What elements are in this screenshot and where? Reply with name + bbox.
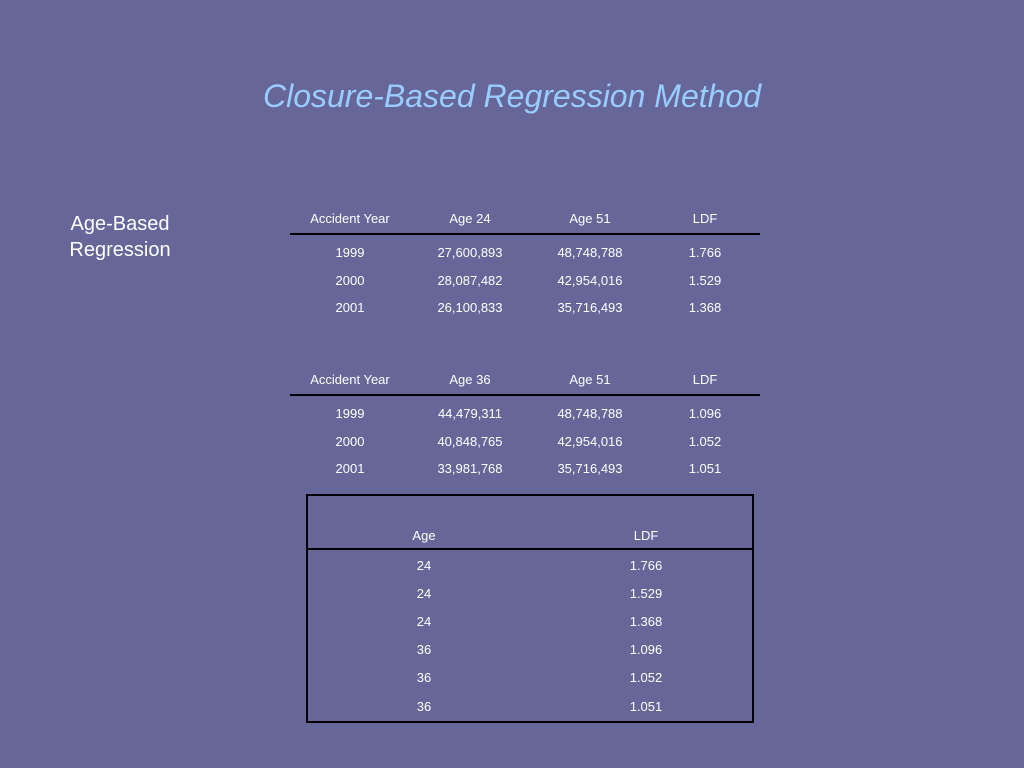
table-row [290, 455, 760, 483]
table-row [308, 692, 752, 720]
cell-ldf: 1.368 [688, 300, 722, 316]
table-row [290, 239, 760, 267]
table-header-row [308, 496, 752, 550]
cell-age-value: 27,600,893 [437, 245, 503, 261]
cell-year: 1999 [335, 406, 365, 422]
age-24-table [290, 211, 760, 322]
header-ldf: LDF [633, 528, 659, 543]
side-label-line2: Regression [69, 239, 171, 261]
cell-ldf: 1.529 [688, 272, 722, 288]
table-row [308, 579, 752, 607]
header-accident-year: Accident Year [310, 211, 390, 226]
cell-age-51-value: 35,716,493 [557, 300, 623, 316]
header-age: Age [412, 528, 436, 543]
table-body [308, 550, 752, 720]
header-ldf: LDF [692, 211, 718, 226]
cell-age: 36 [416, 642, 432, 658]
cell-ldf: 1.051 [629, 698, 663, 714]
header-ldf: LDF [692, 372, 718, 387]
table-row [290, 267, 760, 295]
cell-ldf: 1.529 [629, 585, 663, 601]
cell-age-51-value: 48,748,788 [557, 406, 623, 422]
cell-ldf: 1.052 [688, 433, 722, 449]
table-row [290, 400, 760, 428]
cell-ldf: 1.051 [688, 461, 722, 477]
age-36-table [290, 372, 760, 483]
cell-year: 2001 [335, 461, 365, 477]
cell-ldf: 1.766 [688, 245, 722, 261]
table-row [290, 294, 760, 322]
cell-age-51-value: 42,954,016 [557, 433, 623, 449]
cell-age: 24 [416, 585, 432, 601]
table-row [308, 664, 752, 692]
header-age-51: Age 51 [569, 372, 611, 387]
header-age: Age 36 [449, 372, 491, 387]
cell-age-value: 40,848,765 [437, 433, 503, 449]
cell-age-value: 33,981,768 [437, 461, 503, 477]
cell-ldf: 1.052 [629, 670, 663, 686]
table-header-row [290, 372, 760, 396]
age-ldf-summary-table [306, 494, 754, 723]
table-row [308, 551, 752, 579]
cell-year: 2000 [335, 272, 365, 288]
slide-title: Closure-Based Regression Method [262, 78, 762, 114]
cell-age: 24 [416, 613, 432, 629]
cell-age-value: 44,479,311 [437, 406, 503, 422]
side-label [40, 211, 200, 263]
side-label-line1: Age-Based [70, 213, 170, 235]
cell-ldf: 1.368 [629, 613, 663, 629]
cell-year: 2001 [335, 300, 365, 316]
cell-age-51-value: 42,954,016 [557, 272, 623, 288]
table-row [290, 428, 760, 456]
cell-age-value: 26,100,833 [437, 300, 503, 316]
cell-age: 36 [416, 698, 432, 714]
cell-year: 2000 [335, 433, 365, 449]
header-age: Age 24 [449, 211, 491, 226]
cell-ldf: 1.766 [629, 557, 663, 573]
cell-ldf: 1.096 [629, 642, 663, 658]
cell-age-51-value: 48,748,788 [557, 245, 623, 261]
cell-age: 24 [416, 557, 432, 573]
header-age-51: Age 51 [569, 211, 611, 226]
header-accident-year: Accident Year [310, 372, 390, 387]
table-row [308, 636, 752, 664]
cell-age-value: 28,087,482 [437, 272, 503, 288]
cell-year: 1999 [335, 245, 365, 261]
table-row [308, 607, 752, 635]
cell-age-51-value: 35,716,493 [557, 461, 623, 477]
table-header-row [290, 211, 760, 235]
cell-age: 36 [416, 670, 432, 686]
cell-ldf: 1.096 [688, 406, 722, 422]
